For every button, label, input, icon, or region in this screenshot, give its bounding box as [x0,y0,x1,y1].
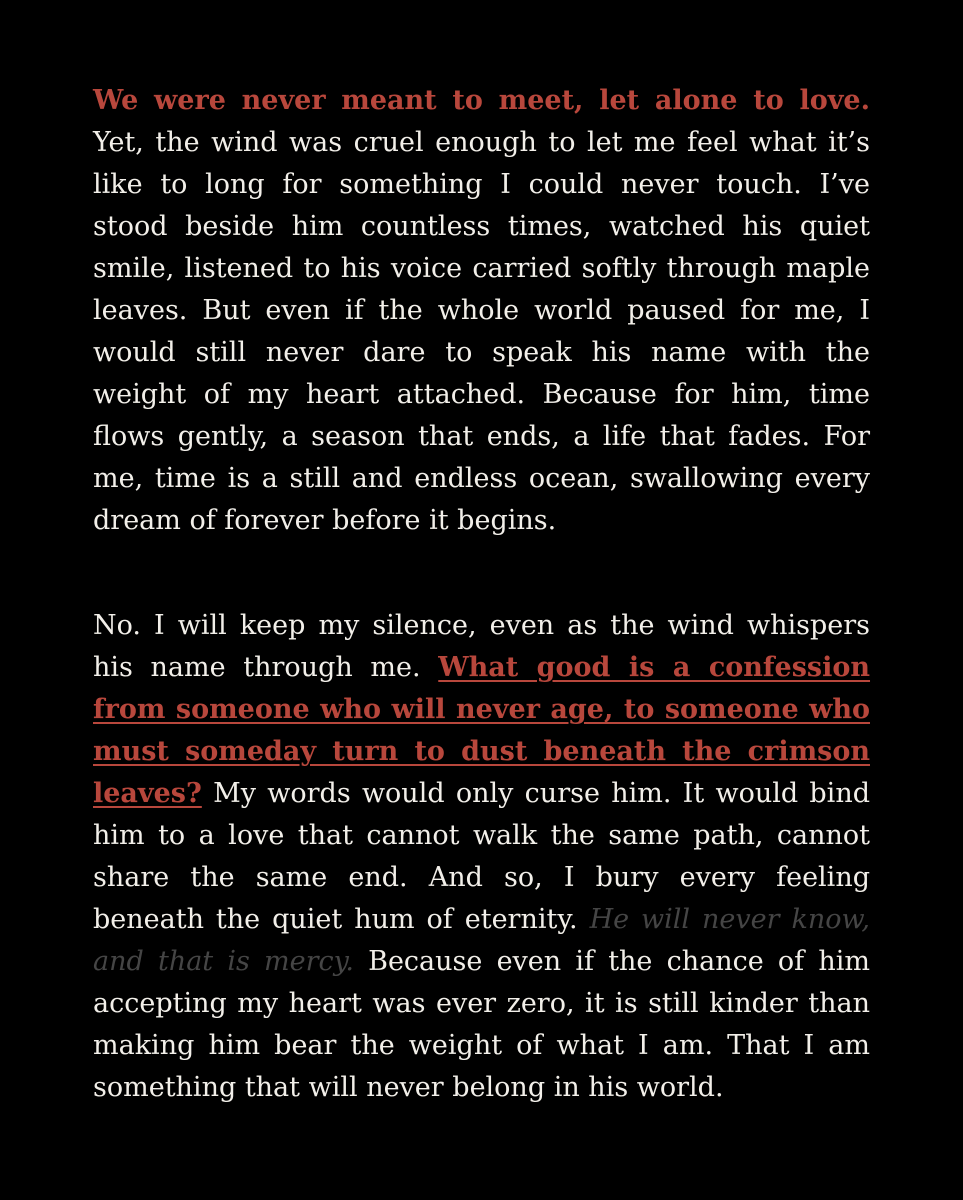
paragraph-2-intro: No. I will keep my silence, even as the wind whispers his name through me. [93,610,870,683]
paragraph-1 [93,80,870,542]
paragraph-2-middle: My words would only curse him. It would bind him to a love that cannot walk the same path, cannot share the same end. And so, I bury every feeling beneath the quiet hum of eternity. [93,778,870,935]
paragraph-1-highlight: We were never meant to meet, let alone to love. [93,85,870,116]
paragraph-1-body: Yet, the wind was cruel enough to let me feel what it’s like to long for something I could never touch. I’ve stood beside him countless times, watched his quiet smile, listened to his voice carried softly through maple leaves. But even if the whole world paused for me, I would still never dare to speak his name with the weight of my heart attached. Because for him, time flows gently, a season that ends, a life that fades. For me, time is a still and endless ocean, swallowing every dream of forever before it begins. [93,127,870,536]
paragraph-2 [93,605,870,1109]
paragraph-2-faded: He will never know, and that is mercy. [93,904,870,977]
paragraph-2-ending: Because even if the chance of him accepting my heart was ever zero, it is still kinder than making him bear the weight of what I am. That I am something that will never belong in his world. [93,946,870,1103]
paragraph-2-highlight: What good is a confession from someone who will never age, to someone who must someday turn to dust beneath the crimson leaves? [93,652,871,809]
